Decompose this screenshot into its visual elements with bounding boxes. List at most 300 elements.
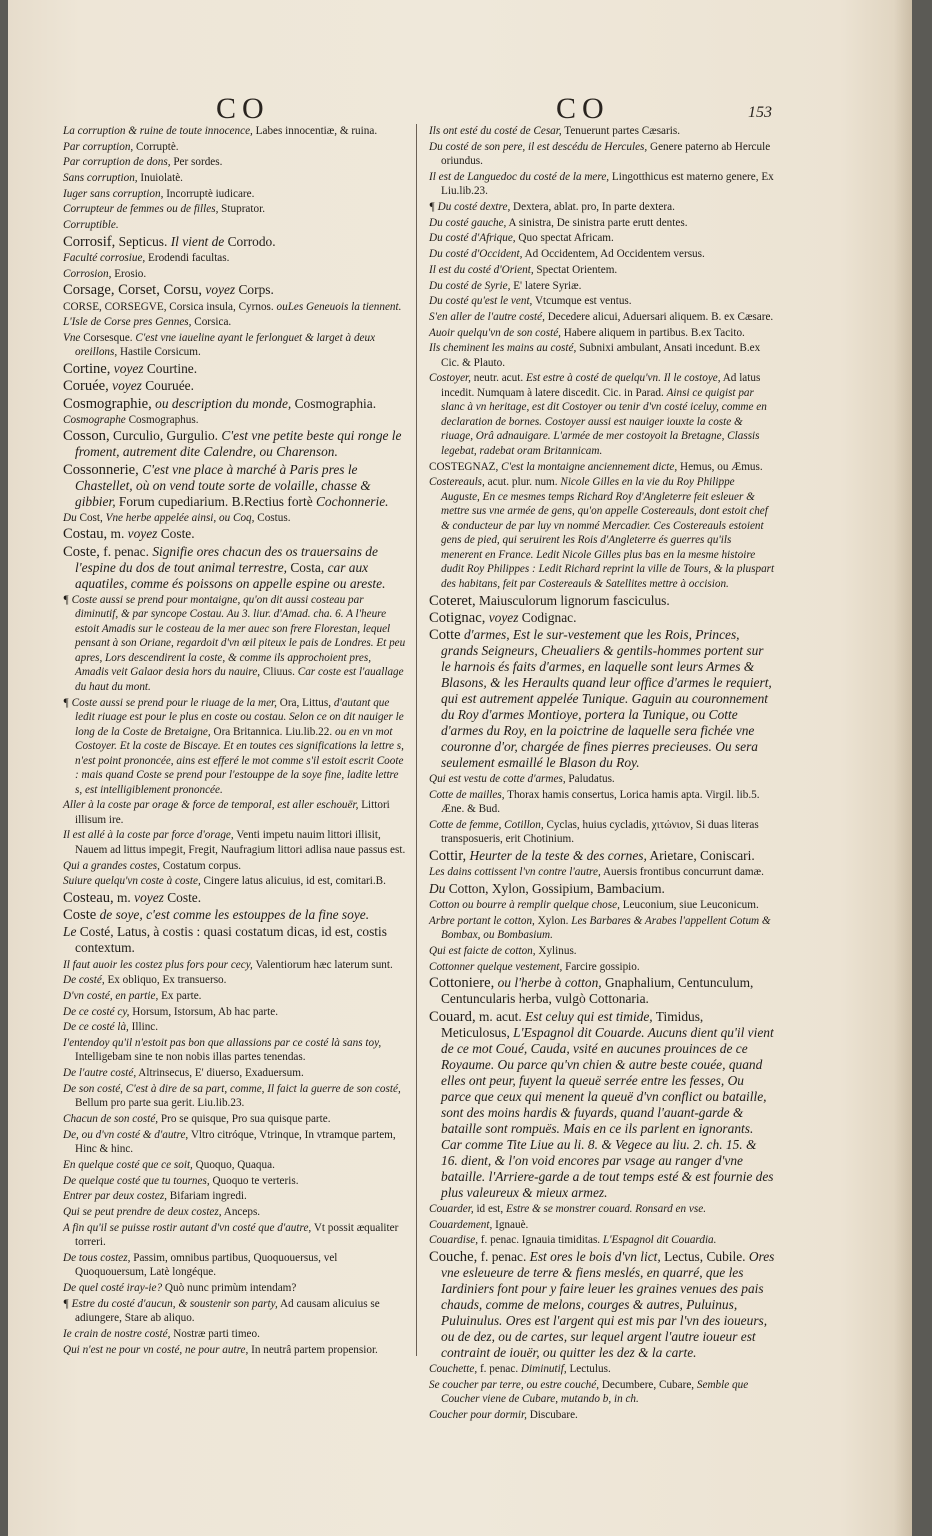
latin-text: Subnixi ambulant, Ansati incedunt. B.ex Cic. & Plauto. [441, 342, 761, 369]
latin-text: Spectat Orientem. [533, 263, 618, 276]
french-text: Corrosion, [63, 267, 112, 280]
headword: Couard, [429, 1008, 476, 1025]
dictionary-entry [63, 907, 407, 923]
french-text: Cotte de mailles, [429, 788, 505, 801]
french-text: C'est vne iaueline ayant le ferlonguet & larget à deux oreillons, [75, 331, 376, 359]
french-text: Signifie ores chacun des os trauersains de l'espine du dos de tout animal terrestre, [75, 543, 378, 575]
right-running-head: CO [556, 92, 610, 125]
french-text: Sans corruption, [63, 172, 138, 185]
dictionary-entry [429, 326, 775, 341]
dictionary-entry [429, 818, 775, 847]
latin-text: Altrinsecus, E' diuerso, Exaduersum. [136, 1067, 304, 1080]
dictionary-entry [429, 881, 775, 897]
french-text: Auoir quelqu'vn de son costé, [429, 326, 561, 339]
french-text: Les Geneuois la tiennent. [287, 300, 402, 313]
latin-text: Ad latus incedit. Numquam à latere discedit. Cic. in Parad. [441, 372, 761, 399]
french-text: ¶ Coste aussi se prend pour le riuage de la mer, [63, 696, 277, 709]
latin-text: Timidus, Meticulosus, [441, 1008, 704, 1040]
dictionary-entry [63, 361, 407, 377]
headword: Couche, [429, 1248, 478, 1265]
dictionary-entry [429, 975, 775, 1007]
dictionary-entry [429, 627, 775, 771]
french-text: Ie crain de nostre costé, [63, 1327, 171, 1340]
latin-text: Habere aliquem in partibus. B.ex Tacito. [560, 326, 745, 339]
french-text: ¶ Estre du costé d'aucun, & soustenir son party, [63, 1297, 278, 1310]
latin-text: acut. plur. num. [484, 476, 561, 489]
headword: Cottir, [429, 848, 467, 865]
latin-text: Cyclas, huius cycladis, χιτώνιον, Si duas literas transposueris, erit Chotinium. [441, 818, 759, 846]
latin-text: CORSEGVE, Corsica insula, Cyrnos. [104, 300, 277, 313]
french-text: La corruption & ruine de toute innocence, [63, 125, 253, 137]
latin-text: Cotton, Xylon, Gossipium, Bambacium. [445, 881, 665, 896]
latin-text: Maiusculorum lignorum fasciculus. [475, 592, 670, 608]
latin-text: Quoquo, Quaqua. [192, 1158, 275, 1171]
french-text: De son costé, C'est à dire de sa part, comme, Il faict la guerre de son costé, [63, 1082, 401, 1095]
french-text: Du costé d'Occident, [429, 248, 523, 261]
latin-text: Cosmographia. [291, 395, 377, 411]
french-text: Qui est vestu de cotte d'armes, [429, 773, 566, 786]
headword: CORSE, [63, 300, 105, 313]
headword: Cotignac, [429, 609, 486, 626]
dictionary-entry [63, 155, 407, 170]
latin-text: Paludatus. [565, 773, 615, 786]
dictionary-entry [63, 218, 407, 233]
dictionary-entry [63, 1327, 407, 1342]
dictionary-entry [429, 1233, 775, 1248]
french-text: Car coste est l'auallage du haut du mont. [75, 666, 404, 693]
french-text: L'Isle de Corse pres Gennes, [63, 316, 192, 329]
dictionary-entry [429, 1378, 775, 1407]
french-text: voyez [127, 526, 158, 542]
latin-text: Per sordes. [170, 156, 223, 169]
dictionary-entry [63, 1128, 407, 1157]
headword: Coste [63, 907, 97, 924]
french-text: I'entendoy qu'il n'estoit pas bon que allassions par ce costé là sans toy, [63, 1036, 382, 1049]
dictionary-entry [63, 331, 407, 360]
headword: Coste, [63, 543, 100, 560]
latin-text: m. [113, 889, 135, 905]
dictionary-entry [63, 544, 407, 592]
headword: Costeau, [63, 889, 114, 906]
french-text: Diminutif, [520, 1363, 567, 1376]
dictionary-entry [429, 263, 775, 278]
headword: Coruée, [63, 378, 109, 395]
latin-text: Corsesque. [80, 331, 136, 344]
latin-text: Courtine. [143, 361, 198, 377]
french-text: A fin qu'il se puisse rostir autant d'vn costé que d'autre, [63, 1221, 312, 1234]
dictionary-entry [63, 511, 407, 526]
french-text: Cotte de femme, Cotillon, [429, 818, 544, 831]
french-text: De quelque costé que tu tournes, [63, 1174, 210, 1187]
page-number: 153 [748, 104, 772, 121]
latin-text: Quoquo te verteris. [209, 1174, 299, 1187]
latin-text: Codignac. [518, 609, 577, 625]
latin-text: Valentiorum hæc laterum sunt. [252, 958, 393, 971]
headword: Cosson, [63, 428, 110, 445]
latin-text: Curculio, Gurgulio. [109, 428, 222, 444]
dictionary-entry [429, 247, 775, 262]
dictionary-entry [63, 267, 407, 282]
latin-text: Gnaphalium, Centunculum, Centuncularis herba, vulgò Cottonaria. [441, 975, 754, 1007]
latin-text: Intelligebam sine te non nobis illas partes tenendas. [75, 1051, 306, 1064]
french-text: voyez [134, 889, 164, 905]
latin-text: Illinc. [128, 1021, 159, 1034]
french-text: Corruptible. [63, 219, 119, 232]
latin-text: Ora Britannica. Liu.lib.22. [210, 725, 335, 738]
dictionary-entry [429, 865, 775, 880]
latin-text: Farcire gossipio. [562, 960, 640, 973]
french-text: Ores vne esleueure de terre & fiens meslés, en quarré, que les Iardiniers font pour y faire leuer les graines venues des pais chauds, comme de melons, courges & autres, Puluinus, Puluinulus. Ores est l'argent qui est mis par l'vn des ioueurs, ou de dez, ou de cartes, sur lequel argent l'autre ioueur est contraint de iouër, ou quitter les dez & la carte. [441, 1248, 775, 1360]
latin-text: Dextera, ablat. pro, In parte dextera. [510, 201, 675, 214]
dictionary-entry [429, 788, 775, 817]
latin-text: Venti impetu nauim littori illisit, Nauem ad littus impegit, Fregit, Naufragium littori adlisa naue passus est. [75, 829, 406, 856]
french-text: Ainsi ce quigist par slanc à vn heritage, est dit Costoyer ou tenir d'vn costé iceluy, comme en declaration de bornes. Costoyer aussi est nauiger iouxte la coste & riuage, Orâ adnauigare. L'armée de mer costoyoit la Bretagne, Classis legebat, radebat oram Britannicam. [441, 386, 767, 457]
latin-text: Tenuerunt partes Cæsaris. [561, 125, 681, 137]
headword: Cosmographie, [63, 395, 152, 412]
dictionary-entry [63, 958, 407, 973]
french-text: Entrer par deux costez, [63, 1190, 167, 1203]
latin-text: Pro se quisque, Pro sua quisque parte. [158, 1113, 331, 1125]
french-text: Les dains cottissent l'vn contre l'autre, [429, 866, 601, 879]
french-text: De ce costé là, [63, 1021, 129, 1034]
dictionary-entry [429, 140, 775, 169]
latin-text: neutr. acut. [470, 372, 526, 385]
dictionary-entry [429, 772, 775, 787]
left-running-head: CO [216, 92, 270, 125]
latin-text: Stuprator. [218, 203, 265, 216]
latin-text: Auersis frontibus concurrunt damæ. [600, 866, 764, 879]
latin-text: f. penac. Ignauia timiditas. [478, 1234, 603, 1247]
latin-text: Nostræ parti timeo. [170, 1327, 260, 1340]
latin-text: Passim, omnibus partibus, Quoquouersus, vel Quoquouersum, Latè longéque. [75, 1251, 338, 1279]
dictionary-entry [63, 413, 407, 428]
french-text: ¶ Coste aussi se prend pour montaigne, qu'on dit aussi costeau par diminutif, & par syncope Costau. Au 3. liur. d'Amad. cha. 6. A l'heure estoit Amadis sur le costeau de la mer auec son frere Florestan, lequel pensant à son Oriane, regardoit d'vn œil piteux le pais de Londres. Et peu apres, Lors descendirent la coste, & comme ils approchoient pres, Amadis veit Galaor desia hors du nauire, [63, 593, 406, 679]
latin-text: f. penac. [99, 543, 153, 559]
latin-text: Costatum corpus. [159, 859, 242, 872]
french-text: L'Espagnol dit Couarde. Aucuns dient qu'il vient de ce mot Coué, Cauda, vsité en aucunes prouinces de ce Royaume. Ou parce qu'vn chien & autre beste couée, quand elles ont peur, fuyent la queuë serrée entre les fesses, Ou parce que ceux qui menent la queuë d'vn conflict ou bataille, sont des moins hardis & fuyards, quand l'auant-garde & bataille sont rompuës. Mais en ce ils parlent en ignorants. Car comme Tite Liue au li. 8. & Vegece au liu. 2. ch. 15. & 16. dient, & l'on void encores par vsage au ranger d'vne bataille. l'Arriere-garde a de tout temps esté & est fournie des plus valeureux & mieux armez. [441, 1024, 774, 1200]
french-text: Par corruption de dons, [63, 156, 171, 169]
latin-text: Lingotthicus est materno genere, Ex Liu.lib.23. [441, 170, 774, 198]
latin-text: Bellum pro parte sua gerit. Liu.lib.23. [75, 1097, 245, 1110]
dictionary-entry [63, 1036, 407, 1065]
dictionary-entry [63, 924, 407, 956]
french-text: En quelque costé que ce soit, [63, 1158, 193, 1171]
french-text: Cottonner quelque vestement, [429, 960, 563, 973]
french-text: Iuger sans corruption, [63, 187, 164, 200]
french-text: De, ou d'vn costé & d'autre, [63, 1128, 189, 1141]
dictionary-entry [429, 216, 775, 231]
latin-text: Ex obliquo, Ex transuerso. [104, 974, 227, 987]
dictionary-entry [429, 1009, 775, 1201]
dictionary-entry [429, 898, 775, 913]
dictionary-entry [63, 124, 407, 139]
dictionary-entry [63, 1343, 407, 1358]
dictionary-entry [63, 234, 407, 250]
dictionary-page [8, 0, 912, 1536]
french-text: ou en vn mot Costoyer. Et la coste de Biscaye. Et en toutes ces significations la lettre s, n'est point prononcée, ains est efferé le mot comme s'il estoit escrit Coote : mais quand Coste se prend pour l'estouppe de la soye fine, ladite lettre s, est intelligiblement prononcée. [75, 725, 404, 796]
dictionary-entry [429, 914, 775, 943]
latin-text: Lectulus. [566, 1363, 611, 1376]
french-text: ou [276, 300, 288, 313]
french-text: voyez [108, 378, 142, 394]
french-text: Se coucher par terre, ou estre couché, [429, 1378, 600, 1391]
latin-text: m. acut. [475, 1008, 526, 1024]
latin-text: Septicus. [115, 233, 171, 249]
french-text: Faculté corrosiue, [63, 252, 146, 264]
dictionary-entry [63, 1251, 407, 1280]
dictionary-entry [63, 989, 407, 1004]
dictionary-entry [63, 300, 407, 315]
latin-text: Costa, [287, 559, 328, 575]
french-text: Est estre à costé de quelqu'vn. Il le costoye, [525, 372, 721, 385]
latin-text: Forum cupediarium. B.Rectius fortè [115, 493, 316, 509]
latin-text: Ad Occidentem, Ad Occidentem versus. [522, 248, 705, 261]
dictionary-entry [63, 462, 407, 510]
dictionary-entry [63, 1112, 407, 1127]
latin-text: Quò nunc primùm intendam? [162, 1282, 297, 1294]
french-text: C'est la montaigne anciennement dicte, [498, 460, 678, 473]
headword: Cotte [429, 626, 461, 643]
dictionary-entry [63, 1297, 407, 1326]
french-text: Aller à la coste par orage & force de temporal, est aller eschouër, [63, 799, 359, 812]
french-text: Couchette, [429, 1363, 478, 1376]
dictionary-entry [429, 1249, 775, 1361]
latin-text: Hastile Corsicum. [117, 346, 201, 359]
dictionary-entry [429, 310, 775, 325]
french-text: Le [63, 924, 77, 940]
dictionary-entry [63, 1281, 407, 1296]
latin-text: Ex parte. [158, 989, 202, 1002]
latin-text: Xylinus. [535, 945, 577, 958]
dictionary-entry [429, 1202, 775, 1217]
latin-text: Decumbere, Cubare, [599, 1378, 697, 1391]
french-text: S'en aller de l'autre costé, [429, 310, 545, 323]
latin-text: Cosmographus. [125, 413, 199, 426]
dictionary-entry [429, 1408, 775, 1423]
dictionary-entry [63, 1020, 407, 1035]
dictionary-entry [429, 124, 775, 139]
dictionary-entry [429, 475, 775, 591]
french-text: De l'autre costé, [63, 1067, 137, 1080]
dictionary-entry [63, 1158, 407, 1173]
dictionary-entry [429, 610, 775, 626]
french-text: Du costé de Syrie, [429, 279, 511, 292]
dictionary-entry [63, 859, 407, 874]
dictionary-entry [63, 202, 407, 217]
french-text: Estre & se monstrer couard. Ronsard en vse. [505, 1202, 706, 1215]
latin-text: Decedere alicui, Aduersari aliquem. B. ex Cæsare. [544, 310, 774, 323]
french-text: L'Espagnol dit Couardia. [602, 1234, 717, 1247]
dictionary-entry [63, 593, 407, 695]
french-text: voyez [485, 609, 519, 625]
latin-text: Bifariam ingredi. [166, 1190, 247, 1203]
latin-text: Thorax hamis consertus, Lorica hamis apta. Virgil. lib.5. Æne. & Bud. [441, 788, 760, 816]
french-text: Vne [63, 331, 81, 344]
french-text: Couarder, [429, 1202, 474, 1215]
latin-text: Labes innocentiæ, & ruina. [252, 125, 378, 137]
french-text: Du costé d'Afrique, [429, 232, 516, 245]
dictionary-entry [63, 378, 407, 394]
dictionary-entry [63, 1174, 407, 1189]
headword: Coteret, [429, 592, 476, 609]
latin-text: Erosio. [111, 267, 147, 280]
dictionary-entry [429, 460, 775, 475]
dictionary-entry [429, 944, 775, 959]
french-text: voyez [110, 361, 144, 377]
dictionary-entry [63, 1005, 407, 1020]
french-text: Qui se peut prendre de deux costez, [63, 1205, 222, 1218]
dictionary-entry [429, 294, 775, 309]
dictionary-entry [63, 973, 407, 988]
dictionary-entry [63, 315, 407, 330]
dictionary-entry [63, 1205, 407, 1220]
headword: Costau, [63, 526, 108, 543]
latin-text: Inuiolatè. [137, 172, 183, 185]
dictionary-entry [63, 140, 407, 155]
french-text: Chacun de son costé, [63, 1113, 159, 1125]
latin-text: f. penac. [477, 1248, 530, 1264]
latin-text: Coste. [163, 889, 202, 905]
french-text: Il est allé à la coste par force d'orage, [63, 829, 234, 842]
french-text: Coucher pour dormir, [429, 1408, 527, 1421]
french-text: d'autant que ledit riuage est pour le plus en coste ou costau. Selon ce on dit nauiger le long de la Coste de Bretaigne, [75, 696, 404, 738]
latin-text: E' latere Syriæ. [510, 279, 582, 292]
latin-text: Lectus, Cubile. [660, 1248, 749, 1264]
right-column [429, 124, 775, 1424]
headword: COSTEGNAZ, [429, 460, 499, 473]
latin-text: Arietare, Coniscari. [646, 848, 755, 864]
french-text: Du costé qu'est le vent, [429, 295, 533, 308]
french-text: Il vient de [170, 233, 225, 249]
latin-text: Genere paterno ab Hercule oriundus. [441, 140, 771, 168]
french-text: Qui n'est ne pour vn costé, ne pour autre, [63, 1343, 249, 1356]
dictionary-entry [63, 396, 407, 412]
latin-text: Hemus, ou Æmus. [677, 460, 763, 473]
french-text: Costoyer, [429, 372, 471, 385]
french-text: d'armes, Est le sur-vestement que les Rois, Princes, grands Seigneurs, Cheualiers & gentils-hommes portent sur le harnois és faits d'armes, en laquelle sont leurs Armes & Blasons, & les Heraults quand leur office d'armes le requiert, qui est autrement appelée Tunique. Gaguin au couronnement du Roy d'armes Montioye, portera la Tunique, ou Cotte d'armes du Roy, en la poictrine de laquelle sera fichée vne couronne d'or, chargée de fines pierres precieuses. Ou sera seulement esmaillé le Blason du Roy. [441, 626, 772, 770]
dictionary-entry [63, 1221, 407, 1250]
dictionary-entry [63, 526, 407, 542]
french-text: Ils cheminent les mains au costé, [429, 342, 577, 355]
dictionary-entry [63, 428, 407, 460]
french-text: Cosmographe [63, 413, 126, 426]
french-text: car aux aquatiles, comme és poissons on appelle espine ou areste. [75, 559, 386, 591]
dictionary-entry [429, 960, 775, 975]
french-text: ¶ Du costé dextre, [429, 201, 511, 214]
dictionary-entry [63, 282, 407, 298]
latin-text: Littori illisum ire. [75, 799, 390, 826]
dictionary-entry [429, 279, 775, 294]
headword: Cossonnerie, [63, 461, 139, 478]
latin-text: Ad causam alicuius se adiungere, Stare ab aliquo. [75, 1297, 380, 1325]
french-text: Ils ont esté du costé de Cesar, [429, 125, 562, 137]
latin-text: Costé, Latus, à costis : quasi costatum dicas, id est, costis contextum. [75, 924, 387, 956]
latin-text: In neutrâ partem propensior. [248, 1343, 378, 1356]
latin-text: Ora, Littus, [276, 696, 334, 709]
french-text: Semble que Coucher viene de Cubare, mutando b, in ch. [441, 1378, 749, 1406]
column-rule [416, 124, 417, 1356]
latin-text: Corsica. [191, 316, 232, 329]
latin-text: Xylon. [534, 914, 572, 927]
french-text: C'est vne petite beste qui ronge le froment, autrement dite Calendre, ou Charenson. [75, 428, 402, 460]
french-text: Les Barbares & Arabes l'appellent Cotum & Bombax, ou Bombasium. [441, 914, 771, 942]
latin-text: Anceps. [221, 1205, 261, 1218]
dictionary-entry [429, 593, 775, 609]
french-text: Du costé de son pere, il est descédu de Hercules, [429, 140, 648, 153]
dictionary-entry [63, 171, 407, 186]
dictionary-entry [63, 874, 407, 889]
latin-text: f. penac. [477, 1363, 521, 1376]
dictionary-entry [429, 1218, 775, 1233]
dictionary-entry [429, 1362, 775, 1377]
headword: Cottoniere, [429, 975, 495, 992]
latin-text: Leuconium, siue Leuconicum. [619, 899, 759, 912]
french-text: de soye, c'est comme les estouppes de la fine soye. [96, 907, 370, 923]
latin-text: m. [107, 526, 128, 542]
french-text: Il faut auoir les costez plus fors pour cecy, [63, 958, 253, 971]
left-column [63, 124, 407, 1358]
french-text: Couardement, [429, 1218, 493, 1231]
french-text: C'est vne place à marché à Paris pres le Chastellet, où on vend toute sorte de volaille, chasse & gibbier, [75, 461, 371, 509]
french-text: Du [429, 881, 446, 896]
french-text: Est ores le bois d'vn lict, [529, 1248, 661, 1264]
dictionary-entry [63, 1082, 407, 1111]
dictionary-entry [63, 828, 407, 857]
dictionary-entry [429, 371, 775, 458]
french-text: Vne herbe appelée ainsi, ou Coq, [105, 511, 255, 524]
french-text: Arbre portant le cotton, [429, 914, 535, 927]
dictionary-entry [63, 251, 407, 266]
latin-text: Corrodo. [224, 233, 276, 249]
dictionary-entry [63, 1189, 407, 1204]
latin-text: Quo spectat Africam. [515, 232, 614, 245]
dictionary-entry [429, 231, 775, 246]
latin-text: Vltro citróque, Vtrinque, In vtramque partem, Hinc & hinc. [75, 1128, 396, 1156]
latin-text: Cingere latus alicuius, id est, comitari.B. [200, 875, 386, 888]
dictionary-entry [63, 890, 407, 906]
latin-text: Vtcumque est ventus. [532, 295, 632, 308]
french-text: Du costé gauche, [429, 216, 507, 229]
latin-text: Couruée. [141, 378, 194, 394]
french-text: Heurter de la teste & des cornes, [466, 848, 647, 864]
dictionary-entry [63, 187, 407, 202]
latin-text: Costus. [254, 511, 291, 524]
french-text: De ce costé cy, [63, 1005, 130, 1018]
dictionary-entry [63, 798, 407, 827]
french-text: Corrupteur de femmes ou de filles, [63, 203, 219, 216]
french-text: Il est du costé d'Orient, [429, 263, 534, 276]
french-text: Est celuy qui est timide, [525, 1008, 653, 1024]
french-text: Qui est faicte de cotton, [429, 945, 536, 958]
latin-text: A sinistra, De sinistra parte erutt dentes. [506, 216, 688, 229]
french-text: ou description du monde, [151, 395, 292, 411]
latin-text: id est, [473, 1202, 506, 1215]
latin-text: Ignauè. [492, 1218, 529, 1231]
latin-text: Discubare. [526, 1408, 578, 1421]
headword: Corsage, Corset, Corsu, [63, 282, 203, 299]
french-text: De tous costez, [63, 1251, 131, 1264]
french-text: Nicole Gilles en la vie du Roy Philippe Auguste, En ce mesmes temps Richard Roy d'Angleterre feit esleuer & mettre sus vne armée de gens, qu'on appelle Costereauls, dont estoit chef & conducteur de par luy vn nommé Mercadier. Ces Costereauls estoient gens de pied, qui seruirent les Rois d'Angleterre és guerres qu'ils menerent en France. Ledit Nicole Gilles plus bas en la mesme histoire dudit Roy Philippes : Ledit Richard reprint la ville de Tours, & la pluspart des habitans, feit par Costereauls & Satellites mettre à occision. [441, 476, 775, 590]
french-text: Cotton ou bourre à remplir quelque chose, [429, 899, 620, 912]
latin-text: Vt possit æqualiter torreri. [75, 1221, 399, 1249]
french-text: Couardise, [429, 1234, 478, 1247]
latin-text: Horsum, Istorsum, Ab hac parte. [129, 1005, 278, 1018]
french-text: Qui a grandes costes, [63, 859, 160, 872]
latin-text: Cliuus. [260, 666, 298, 679]
french-text: Par corruption, [63, 140, 134, 153]
french-text: Il est de Languedoc du costé de la mere, [429, 170, 610, 183]
french-text: Suiure quelqu'vn coste à coste, [63, 875, 201, 888]
